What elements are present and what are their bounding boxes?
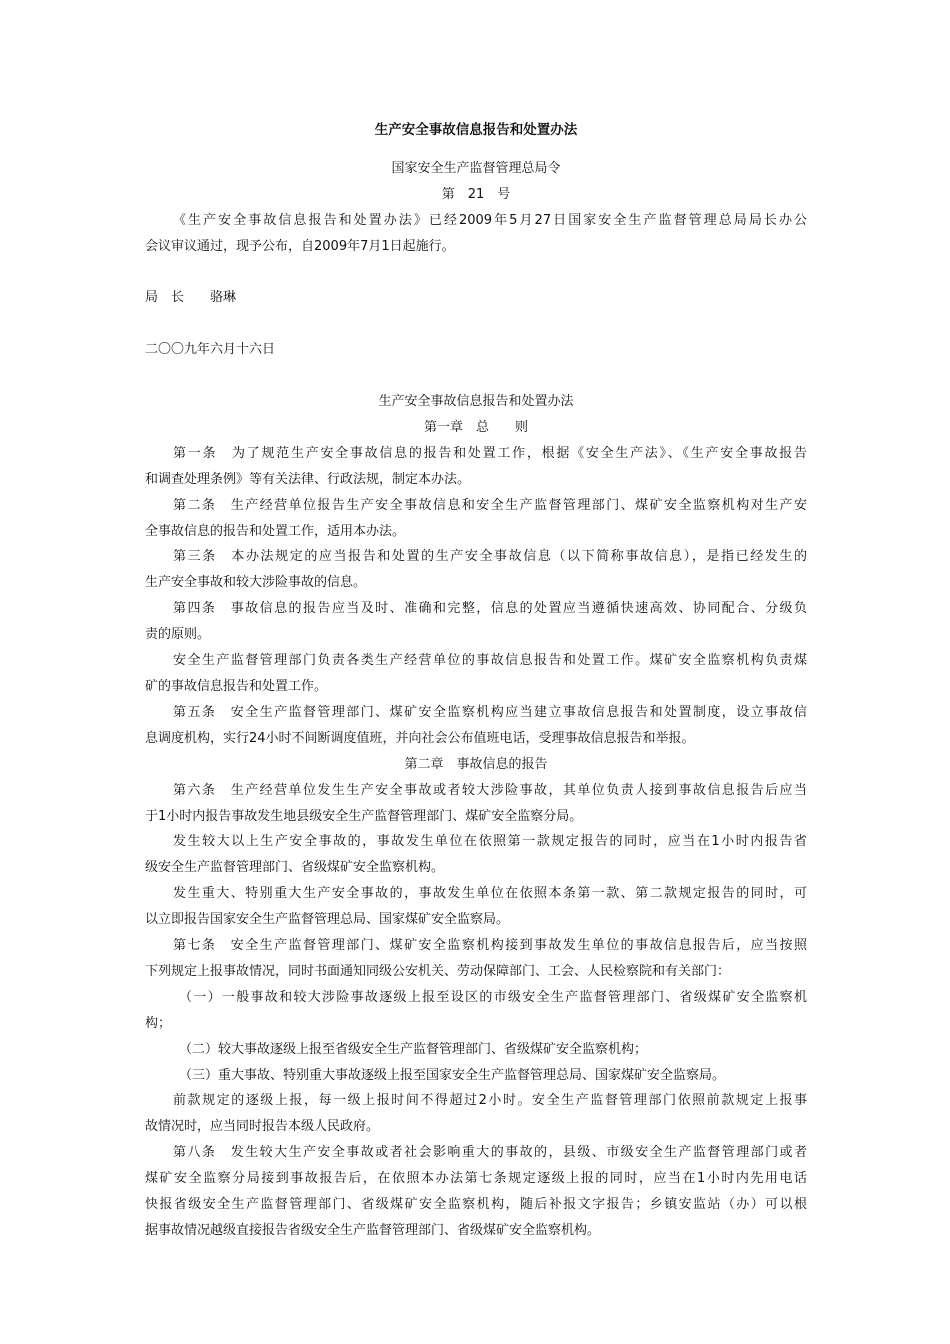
article-line: 煤矿安全监察分局接到事故报告后，在依照本办法第七条规定逐级上报的同时，应当在1小时内先用电话 xyxy=(145,1171,807,1187)
article-line: 责的原则。 xyxy=(145,627,211,643)
article-line: 第一条 为了规范生产安全事故信息的报告和处置工作，根据《安全生产法》、《生产安全事故报告 xyxy=(173,445,807,461)
article-line: 下列规定上报事故情况，同时书面通知同级公安机关、劳动保障部门、工会、人民检察院和有关部门： xyxy=(145,963,731,979)
preamble-line: 会议审议通过，现予公布，自2009年7月1日起施行。 xyxy=(145,238,455,254)
article-line: 以立即报告国家安全生产监督管理总局、国家煤矿安全监察局。 xyxy=(145,912,510,928)
preamble-line: 《生产安全事故信息报告和处置办法》已经2009年5月27日国家安全生产监督管理总局局长办公 xyxy=(173,212,807,228)
order-number: 第 21 号 xyxy=(441,186,511,202)
order-issuer: 国家安全生产监督管理总局令 xyxy=(391,160,561,176)
article-line: 发生重大、特别重大生产安全事故的，事故发生单位在依照本条第一款、第二款规定报告的同时，可 xyxy=(173,886,807,902)
list-item: （二）较大事故逐级上报至省级安全生产监督管理部门、省级煤矿安全监察机构； xyxy=(179,1041,648,1057)
chapter-heading: 第一章 总 则 xyxy=(423,419,528,435)
article-line: 故情况时，应当同时报告本级人民政府。 xyxy=(145,1119,380,1135)
article-line: 第八条 发生较大生产安全事故或者社会影响重大的事故的，县级、市级安全生产监督管理部门或者 xyxy=(173,1145,807,1161)
article-line: 第三条 本办法规定的应当报告和处置的生产安全事故信息（以下简称事故信息），是指已经发生的 xyxy=(173,549,807,565)
article-line: 矿的事故信息报告和处置工作。 xyxy=(145,678,328,694)
document-title: 生产安全事故信息报告和处置办法 xyxy=(374,122,578,138)
document-subtitle: 生产安全事故信息报告和处置办法 xyxy=(378,394,574,410)
article-line: 第六条 生产经营单位发生生产安全事故或者较大涉险事故，其单位负责人接到事故信息报告后应当 xyxy=(173,782,807,798)
article-line: 安全生产监督管理部门负责各类生产经营单位的事故信息报告和处置工作。煤矿安全监察机构负责煤 xyxy=(173,653,807,669)
article-line: 和调查处理条例》等有关法律、行政法规，制定本办法。 xyxy=(145,471,471,487)
article-line: 第七条 安全生产监督管理部门、煤矿安全监察机构接到事故发生单位的事故信息报告后，应当按照 xyxy=(173,938,807,954)
article-line: 于1小时内报告事故发生地县级安全生产监督管理部门、煤矿安全监察分局。 xyxy=(145,808,583,824)
issue-date: 二〇〇九年六月十六日 xyxy=(145,342,276,358)
signatory: 局 长 骆琳 xyxy=(145,290,237,306)
document-body xyxy=(145,118,807,1244)
article-line: 前款规定的逐级上报，每一级上报时间不得超过2小时。安全生产监督管理部门依照前款规定上报事 xyxy=(173,1093,807,1109)
list-item: （一）一般事故和较大涉险事故逐级上报至设区的市级安全生产监督管理部门、省级煤矿安全监察机 xyxy=(179,989,807,1005)
list-item: （三）重大事故、特别重大事故逐级上报至国家安全生产监督管理总局、国家煤矿安全监察局。 xyxy=(179,1067,726,1083)
article-line: 第五条 安全生产监督管理部门、煤矿安全监察机构应当建立事故信息报告和处置制度，设立事故信 xyxy=(173,704,807,720)
article-line: 级安全生产监督管理部门、省级煤矿安全监察机构。 xyxy=(145,860,445,876)
article-line: 据事故情况越级直接报告省级安全生产监督管理部门、省级煤矿安全监察机构。 xyxy=(145,1223,601,1239)
article-line: 第二条 生产经营单位报告生产安全事故信息和安全生产监督管理部门、煤矿安全监察机构对生产安 xyxy=(173,497,807,513)
article-line: 第四条 事故信息的报告应当及时、准确和完整，信息的处置应当遵循快速高效、协同配合、分级负 xyxy=(173,601,807,617)
chapter-heading: 第二章 事故信息的报告 xyxy=(404,756,548,772)
article-line: 发生较大以上生产安全事故的，事故发生单位在依照第一款规定报告的同时，应当在1小时内报告省 xyxy=(173,834,807,850)
article-line: 全事故信息的报告和处置工作，适用本办法。 xyxy=(145,523,406,539)
article-line: 息调度机构，实行24小时不间断调度值班，并向社会公布值班电话，受理事故信息报告和举报。 xyxy=(145,730,695,746)
article-line: 生产安全事故和较大涉险事故的信息。 xyxy=(145,575,367,591)
list-item: 构； xyxy=(145,1015,172,1031)
article-line: 快报省级安全生产监督管理部门、省级煤矿安全监察机构，随后补报文字报告；乡镇安监站（办）可以根 xyxy=(145,1197,807,1213)
